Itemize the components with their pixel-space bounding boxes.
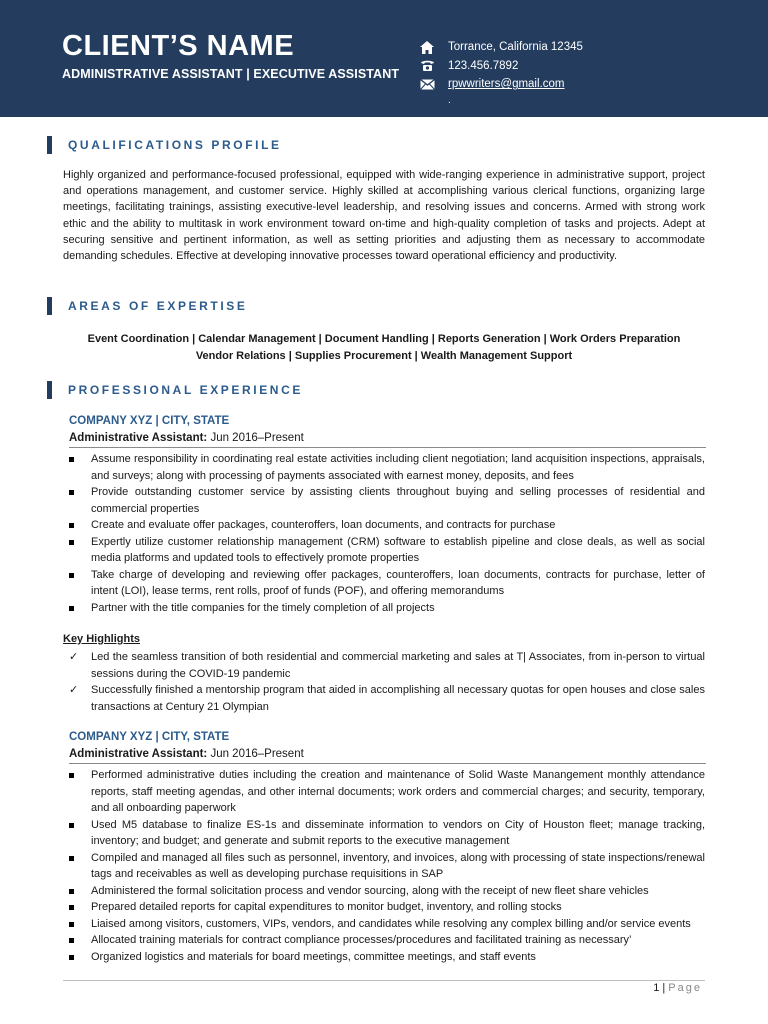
phone-icon <box>420 59 448 72</box>
email-icon <box>420 79 448 90</box>
bullet-square-icon <box>69 955 74 960</box>
email-link[interactable]: rpwwriters@gmail.com <box>448 78 565 91</box>
section-experience-heading <box>47 381 303 399</box>
stray-dot: . <box>448 95 451 106</box>
section-title: PROFESSIONAL EXPERIENCE <box>68 383 303 397</box>
list-item: Take charge of developing and reviewing offer packages, counteroffers, loan documents, contracts for purchase, letter of intent (LOI), lease terms, rent rolls, proof of funds (POF), and offering memorandums <box>69 567 705 600</box>
section-title: AREAS OF EXPERTISE <box>68 299 248 313</box>
checkmark-icon: ✓ <box>69 684 79 696</box>
bullet-square-icon <box>69 523 74 528</box>
phone-text: 123.456.7892 <box>448 59 519 72</box>
client-name: CLIENT’S NAME <box>62 30 295 62</box>
section-expertise-heading <box>47 297 248 315</box>
list-item: Organized logistics and materials for board meetings, committee meetings, and staff events <box>69 949 705 966</box>
highlights-list <box>69 649 705 715</box>
bullet-square-icon <box>69 889 74 894</box>
bullet-square-icon <box>69 490 74 495</box>
bullet-square-icon <box>69 773 74 778</box>
company-heading: COMPANY XYZ | CITY, STATE <box>69 731 230 743</box>
section-title: QUALIFICATIONS PROFILE <box>68 138 282 152</box>
contact-phone <box>420 57 583 76</box>
list-item: Liaised among visitors, customers, VIPs, vendors, and candidates while resolving any complex billing and/or service events <box>69 916 705 933</box>
role-title: Administrative Assistant: <box>69 748 208 760</box>
role-line <box>69 432 706 448</box>
role-dates: Jun 2016–Present <box>207 432 304 444</box>
checkmark-icon: ✓ <box>69 651 79 663</box>
address-text: Torrance, California 12345 <box>448 41 583 54</box>
company-heading: COMPANY XYZ | CITY, STATE <box>69 415 230 427</box>
list-item: Prepared detailed reports for capital expenditures to monitor budget, inventory, and rolling stocks <box>69 899 705 916</box>
bullet-square-icon <box>69 922 74 927</box>
list-item: ✓ Led the seamless transition of both residential and commercial marketing and sales at T| Associates, from in-person to virtual sessions during the COVID-19 pandemic <box>69 651 705 680</box>
list-item: Administered the formal solicitation process and vendor sourcing, along with the receipt of new fleet share vehicles <box>69 883 705 900</box>
section-bar <box>47 297 52 315</box>
expertise-line-2: Vendor Relations | Supplies Procurement | Wealth Management Support <box>195 349 573 362</box>
section-bar <box>47 381 52 399</box>
bullet-square-icon <box>69 905 74 910</box>
role-dates: Jun 2016–Present <box>207 748 304 760</box>
bullet-square-icon <box>69 540 74 545</box>
bullet-square-icon <box>69 573 74 578</box>
footer-divider <box>63 980 705 981</box>
job2-bullets <box>69 767 705 965</box>
contact-block <box>420 38 583 94</box>
list-item: Allocated training materials for contract compliance processes/procedures and facilitated training as necessary’ <box>69 932 705 949</box>
bullet-square-icon <box>69 457 74 462</box>
list-item: Expertly utilize customer relationship management (CRM) software to establish pipeline and close deals, as well as social media platforms and updated tools to effectively promote properties <box>69 534 705 567</box>
expertise-list <box>63 331 705 364</box>
bullet-square-icon <box>69 856 74 861</box>
list-item: Assume responsibility in coordinating real estate activities including client negotiation; land acquisition inspections, appraisals, and surveys; along with processing of payments associated with earnest money, deposits, and fees <box>69 451 705 484</box>
list-item: Create and evaluate offer packages, counteroffers, loan documents, and contracts for purchase <box>69 517 705 534</box>
role-line <box>69 748 706 764</box>
contact-address <box>420 38 583 57</box>
section-bar <box>47 136 52 154</box>
role-title: Administrative Assistant: <box>69 432 208 444</box>
job1-bullets <box>69 451 705 616</box>
contact-email[interactable] <box>420 75 583 94</box>
header-banner <box>0 0 768 117</box>
list-item: Performed administrative duties including the creation and maintenance of Solid Waste Manangement monthly attendance reports, staff meeting agendas, and other internal documents; work orders and commercial charges; and security, temporary, and all onboarding paperwork <box>69 767 705 817</box>
list-item: Partner with the title companies for the timely completion of all projects <box>69 600 705 617</box>
job-title: ADMINISTRATIVE ASSISTANT | EXECUTIVE ASSISTANT <box>62 67 400 81</box>
list-item: ✓ Successfully finished a mentorship program that aided in accomplishing all necessary quotas for open houses and close sales transactions at Century 21 Olympian <box>69 684 705 713</box>
bullet-square-icon <box>69 938 74 943</box>
qualifications-paragraph: Highly organized and performance-focused professional, equipped with wide-ranging experience in administrative support, project and operations management, and customer service. Highly skilled at accomplishing various clerical functions, organizing large meetings, facilitating trainings, assisting executive-level leadership, and resolving issues and concerns. Armed with strong work ethic and the ability to multitask in work environment toward on-time and high-quality completion of tasks and projects. Adept at securing sensitive and pertinent information, as well as setting priorities and adjusting them as necessary to accommodate demanding schedules. Effective at developing innovative processes toward operational efficiency and productivity. <box>63 169 705 263</box>
key-highlights-heading: Key Highlights <box>63 633 141 645</box>
list-item: Compiled and managed all files such as personnel, inventory, and invoices, along with processing of state inspections/renewal tags and receivables as well as developing purchase requisitions in SAP <box>69 850 705 883</box>
expertise-line-1: Event Coordination | Calendar Management | Document Handling | Reports Generation | Work Orders Preparation <box>87 333 681 345</box>
bullet-square-icon <box>69 606 74 611</box>
list-item: Provide outstanding customer service by assisting clients throughout buying and selling processes of residential and commercial properties <box>69 484 705 517</box>
home-icon <box>420 41 448 54</box>
page-number: 1 | Page <box>653 982 702 994</box>
section-qualifications-heading <box>47 136 282 154</box>
bullet-square-icon <box>69 823 74 828</box>
list-item: Used M5 database to finalize ES-1s and disseminate information to vendors on City of Houston fleet; manage tracking, inventory; and budget; and generate and submit reports to the executive management <box>69 817 705 850</box>
